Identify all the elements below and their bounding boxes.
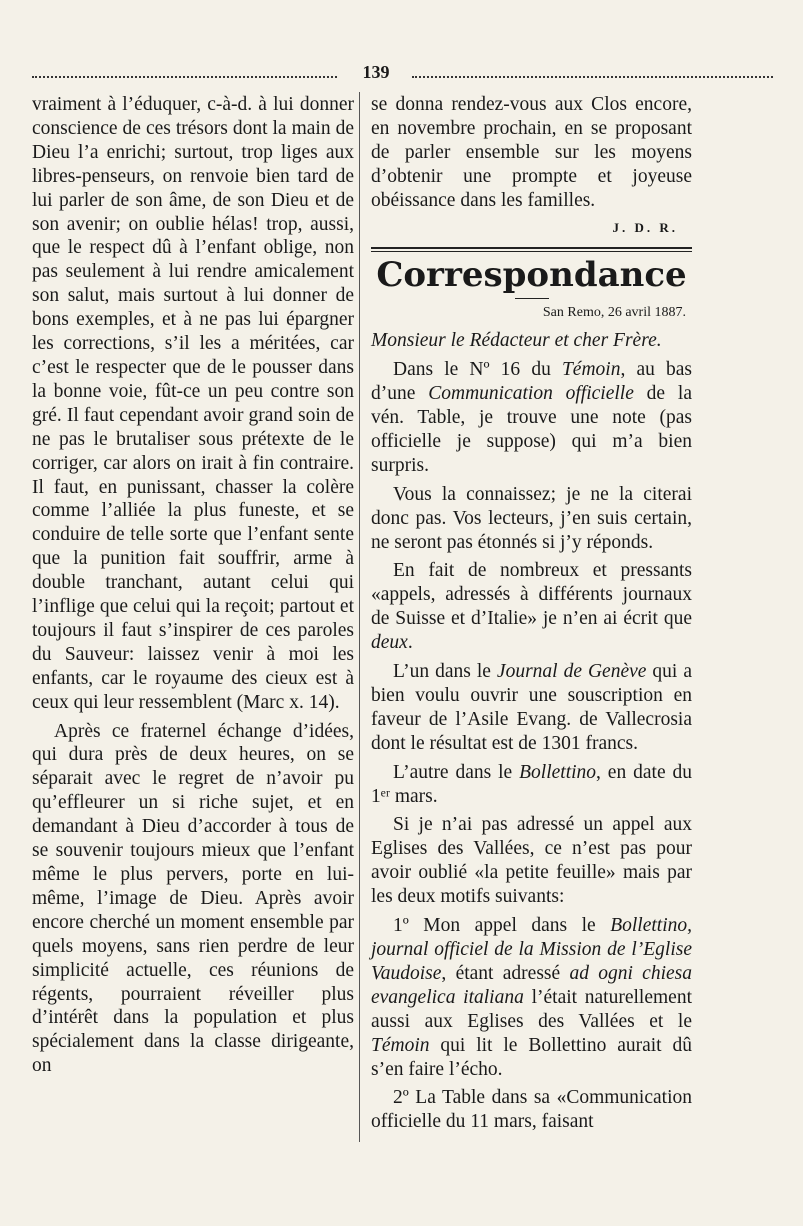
left-column [32,93,354,1078]
italic-run: deux [371,632,408,654]
text-run: Dans le Nº 16 du [393,359,562,381]
column-divider [359,92,360,1142]
signature: J. D. R. [612,219,678,235]
text-run: 1º Mon appel dans le [393,915,611,937]
page-header [32,62,773,86]
letter-paragraph-2: Vous la connaissez; je ne la citerai donc pas. Vos lecteurs, j’en suis certain, ne seront pas étonnés si j’y réponds. [371,483,692,553]
letter-paragraph-1 [371,358,692,478]
italic-run: Témoin [561,359,621,381]
text-run: . [407,632,413,654]
section-rule [371,247,692,252]
italic-run: Journal de Genève [496,661,647,683]
italic-run: Témoin [371,1034,430,1056]
text-run: L’autre dans le [393,761,520,783]
letter-paragraph-3 [371,559,692,655]
text-run: , au bas d’une [371,359,692,405]
text-run: qui lit le Bollettino aurait dû s’en faire l’écho. [371,1034,692,1080]
text-run: En fait de nombreux et pressants «appels, adressés à différents journaux de Suisse et d’Italie» je n’en ai écrit que [371,560,692,630]
header-rule-left [32,76,337,78]
text-run: L’un dans le [393,661,497,683]
left-paragraph-1: vraiment à l’éduquer, c-à-d. à lui donner conscience de ces trésors dont la main de Dieu l’a enrichi; surtout, trop liges aux libres-penseurs, on renvoie bien tard de lui parler de son âme, de son Dieu et de son avenir; on oublie hélas! trop, aussi, que le respect dû à l’enfant oblige, non pas seulement à lui rendre amicalement son salut, mais surtout à lui donner de bons exemples, et à ne pas lui épargner les corrections, s’il les a méritées, car c’est le respecter que de le pousser dans la bonne voie, fût-ce un peu contre son gré. Il faut cependant avoir grand soin de ne pas le brutaliser sous prétexte de le corriger, car alors on irait à fin contraire. Il faut, en punissant, chasser la colère comme l’alliée la plus funeste, et se conduire de telle sorte que l’enfant sente que la punition fait souffrir, arme à double tranchant, autant celui qui l’inflige que celui qui la reçoit; partout et toujours il faut s’inspirer de ces paroles du Sauveur: laissez venir à moi les enfants, car le royaume des cieux est à ceux qui leur ressemblent (Marc x. 14). [32,94,354,713]
letter-paragraph-6: Si je n’ai pas adressé un appel aux Eglises des Vallées, ce n’est pas pour avoir oublié «la petite feuille» mais par les deux motifs suivants: [371,814,692,908]
text-run: de la vén. Table, je trouve une note (pas officielle je suppose) qui m’a bien surpris. [371,383,692,476]
italic-run: Communication officielle [428,383,634,405]
salutation: Monsieur le Rédacteur et cher Frère. [371,330,662,352]
letter-paragraph-4 [371,660,692,756]
italic-run: Bollettino [519,761,597,783]
section-title: Correspondance [376,255,687,296]
letter-paragraph-5 [371,761,692,809]
text-run: l’était naturellement aussi aux Eglises des Vallées et le [371,986,692,1032]
text-run: , en date du 1ᵉʳ mars. [371,761,693,807]
dateline: San Remo, 26 avril 1887. [542,305,686,321]
page-number: 139 [362,62,390,82]
italic-run: ad ogni chiesa evangelica italiana [371,962,692,1008]
left-paragraph-2: Après ce fraternel échange d’idées, qui dura près de deux heures, on se séparait avec le regret de n’avoir pu qu’effleurer un si riche sujet, et en demandant à Dieu d’accorder à tous de se souvenir toujours mieux que l’enfant même le plus pervers, porte en lui-même, l’image de Dieu. Après avoir encore cherché un moment ensemble par quels moyens, sans rien perdre de leur simplicité actuelle, ces réunions de régents, pourraient réveiller plus d’intérêt dans la population et plus spécialement dans la classe dirigeante, on [32,720,354,1077]
italic-run: Bollettino, journal officiel de la Mission de l’Eglise Vaudoise [371,915,692,984]
letter-paragraph-8: 2º La Table dans sa «Communication officielle du 11 mars, faisant [371,1087,692,1133]
text-run: qui a bien voulu ouvrir une souscription en faveur de l’Asile Evang. de Vallecrosia dont le résultat est de 1301 francs. [371,661,692,754]
short-dash [515,298,549,299]
continuation-paragraph: se donna rendez-vous aux Clos encore, en novembre prochain, en se proposant de parler ensemble sur les moyens d’obtenir une prompte et joyeuse obéissance dans les familles. [371,94,692,211]
right-column [371,93,692,1134]
header-rule-right [412,76,773,78]
letter-paragraph-7 [371,914,692,1081]
text-run: , étant adressé [441,962,570,984]
